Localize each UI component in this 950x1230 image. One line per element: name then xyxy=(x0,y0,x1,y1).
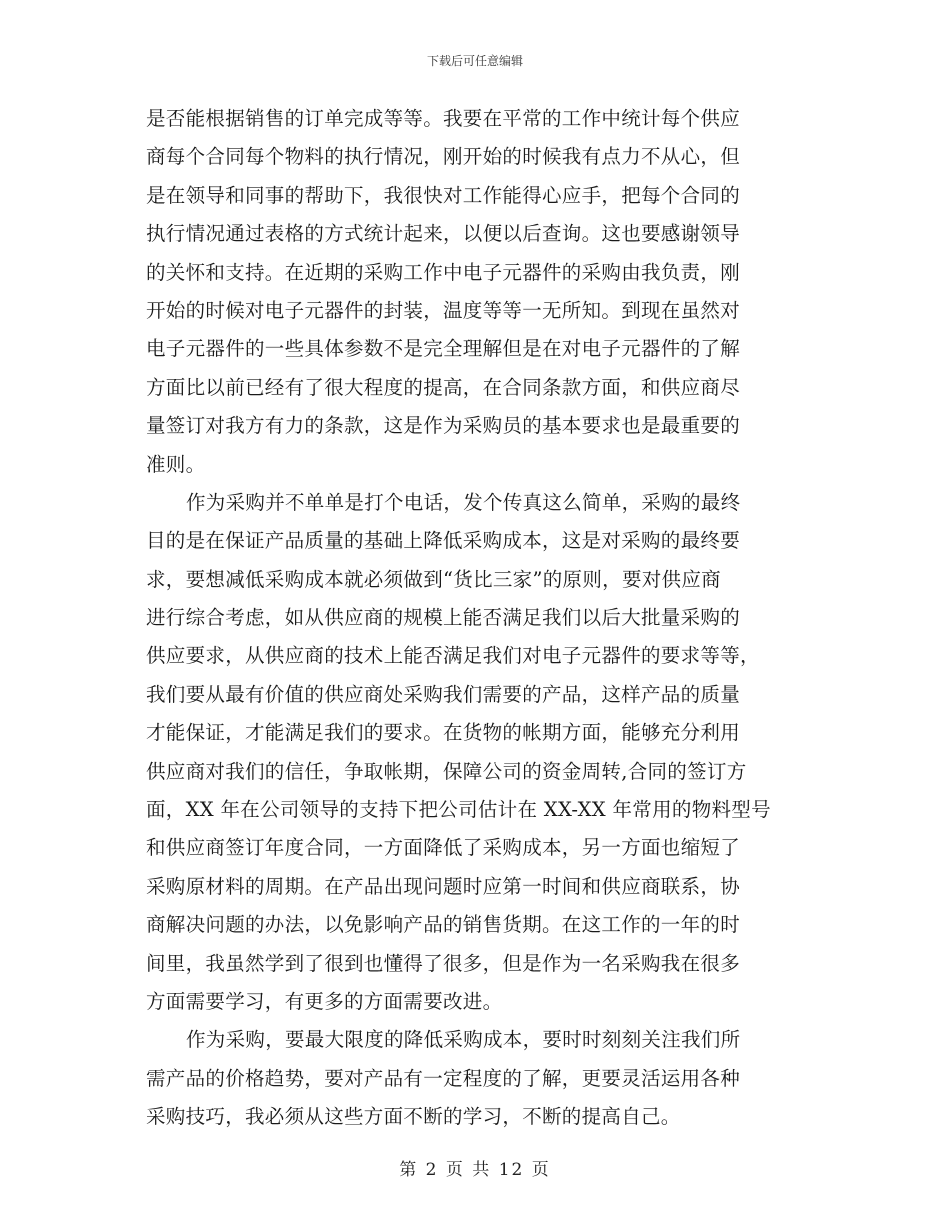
text-line: 是在领导和同事的帮助下，我很快对工作能得心应手，把每个合同的 xyxy=(146,183,741,207)
text-line: 面，XX 年在公司领导的支持下把公司估计在 XX-XX 年常用的物料型号 xyxy=(146,798,771,822)
paragraph xyxy=(146,100,812,484)
text-line: 执行情况通过表格的方式统计起来，以便以后查询。这也要感谢领导 xyxy=(146,222,741,246)
text-line: 目的是在保证产品质量的基础上降低采购成本，这是对采购的最终要 xyxy=(146,529,741,553)
text-line: 电子元器件的一些具体参数不是完全理解但是在对电子元器件的了解 xyxy=(146,337,741,361)
text-line: 商每个合同每个物料的执行情况，刚开始的时候我有点力不从心，但 xyxy=(146,145,741,169)
text-line: 求，要想减低采购成本就必须做到“货比三家”的原则，要对供应商 xyxy=(146,567,721,591)
text-line: 才能保证，才能满足我们的要求。在货物的帐期方面，能够充分利用 xyxy=(146,721,741,745)
text-line: 是否能根据销售的订单完成等等。我要在平常的工作中统计每个供应 xyxy=(146,107,741,130)
paragraph xyxy=(146,1021,812,1136)
page-header: 下载后可任意编辑 xyxy=(426,54,523,68)
text-line: 开始的时候对电子元器件的封装，温度等等一无所知。到现在虽然对 xyxy=(146,298,741,322)
text-line: 的关怀和支持。在近期的采购工作中电子元器件的采购由我负责，刚 xyxy=(146,260,741,284)
text-line: 商解决问题的办法，以免影响产品的销售货期。在这工作的一年的时 xyxy=(146,913,741,937)
text-line: 采购原材料的周期。在产品出现问题时应第一时间和供应商联系，协 xyxy=(146,874,741,898)
text-line: 需产品的价格趋势，要对产品有一定程度的了解，更要灵活运用各种 xyxy=(146,1066,741,1090)
text-line: 采购技巧，我必须从这些方面不断的学习，不断的提高自己。 xyxy=(146,1105,681,1129)
text-line: 和供应商签订年度合同，一方面降低了采购成本，另一方面也缩短了 xyxy=(146,836,741,860)
text-line: 供应商对我们的信任，争取帐期，保障公司的资金周转,合同的签订方 xyxy=(146,759,747,783)
paragraph xyxy=(146,484,812,1021)
text-line: 我们要从最有价值的供应商处采购我们需要的产品，这样产品的质量 xyxy=(146,682,741,706)
text-line: 方面比以前已经有了很大程度的提高，在合同条款方面，和供应商尽 xyxy=(146,375,741,399)
text-line: 量签订对我方有力的条款，这是作为采购员的基本要求也是最重要的 xyxy=(146,414,741,438)
text-line: 间里，我虽然学到了很到也懂得了很多，但是作为一名采购我在很多 xyxy=(146,951,741,975)
text-line: 供应要求，从供应商的技术上能否满足我们对电子元器件的要求等等， xyxy=(146,644,760,668)
text-line: 进行综合考虑，如从供应商的规模上能否满足我们以后大批量采购的 xyxy=(146,606,741,630)
text-line: 作为采购，要最大限度的降低采购成本，要时时刻刻关注我们所 xyxy=(186,1028,741,1052)
text-line: 准则。 xyxy=(146,452,206,476)
text-line: 方面需要学习，有更多的方面需要改进。 xyxy=(146,989,503,1013)
document-body xyxy=(146,100,812,1137)
page-number: 第 2 页 共 12 页 xyxy=(399,1160,551,1180)
text-line: 作为采购并不单单是打个电话，发个传真这么简单，采购的最终 xyxy=(186,490,741,514)
